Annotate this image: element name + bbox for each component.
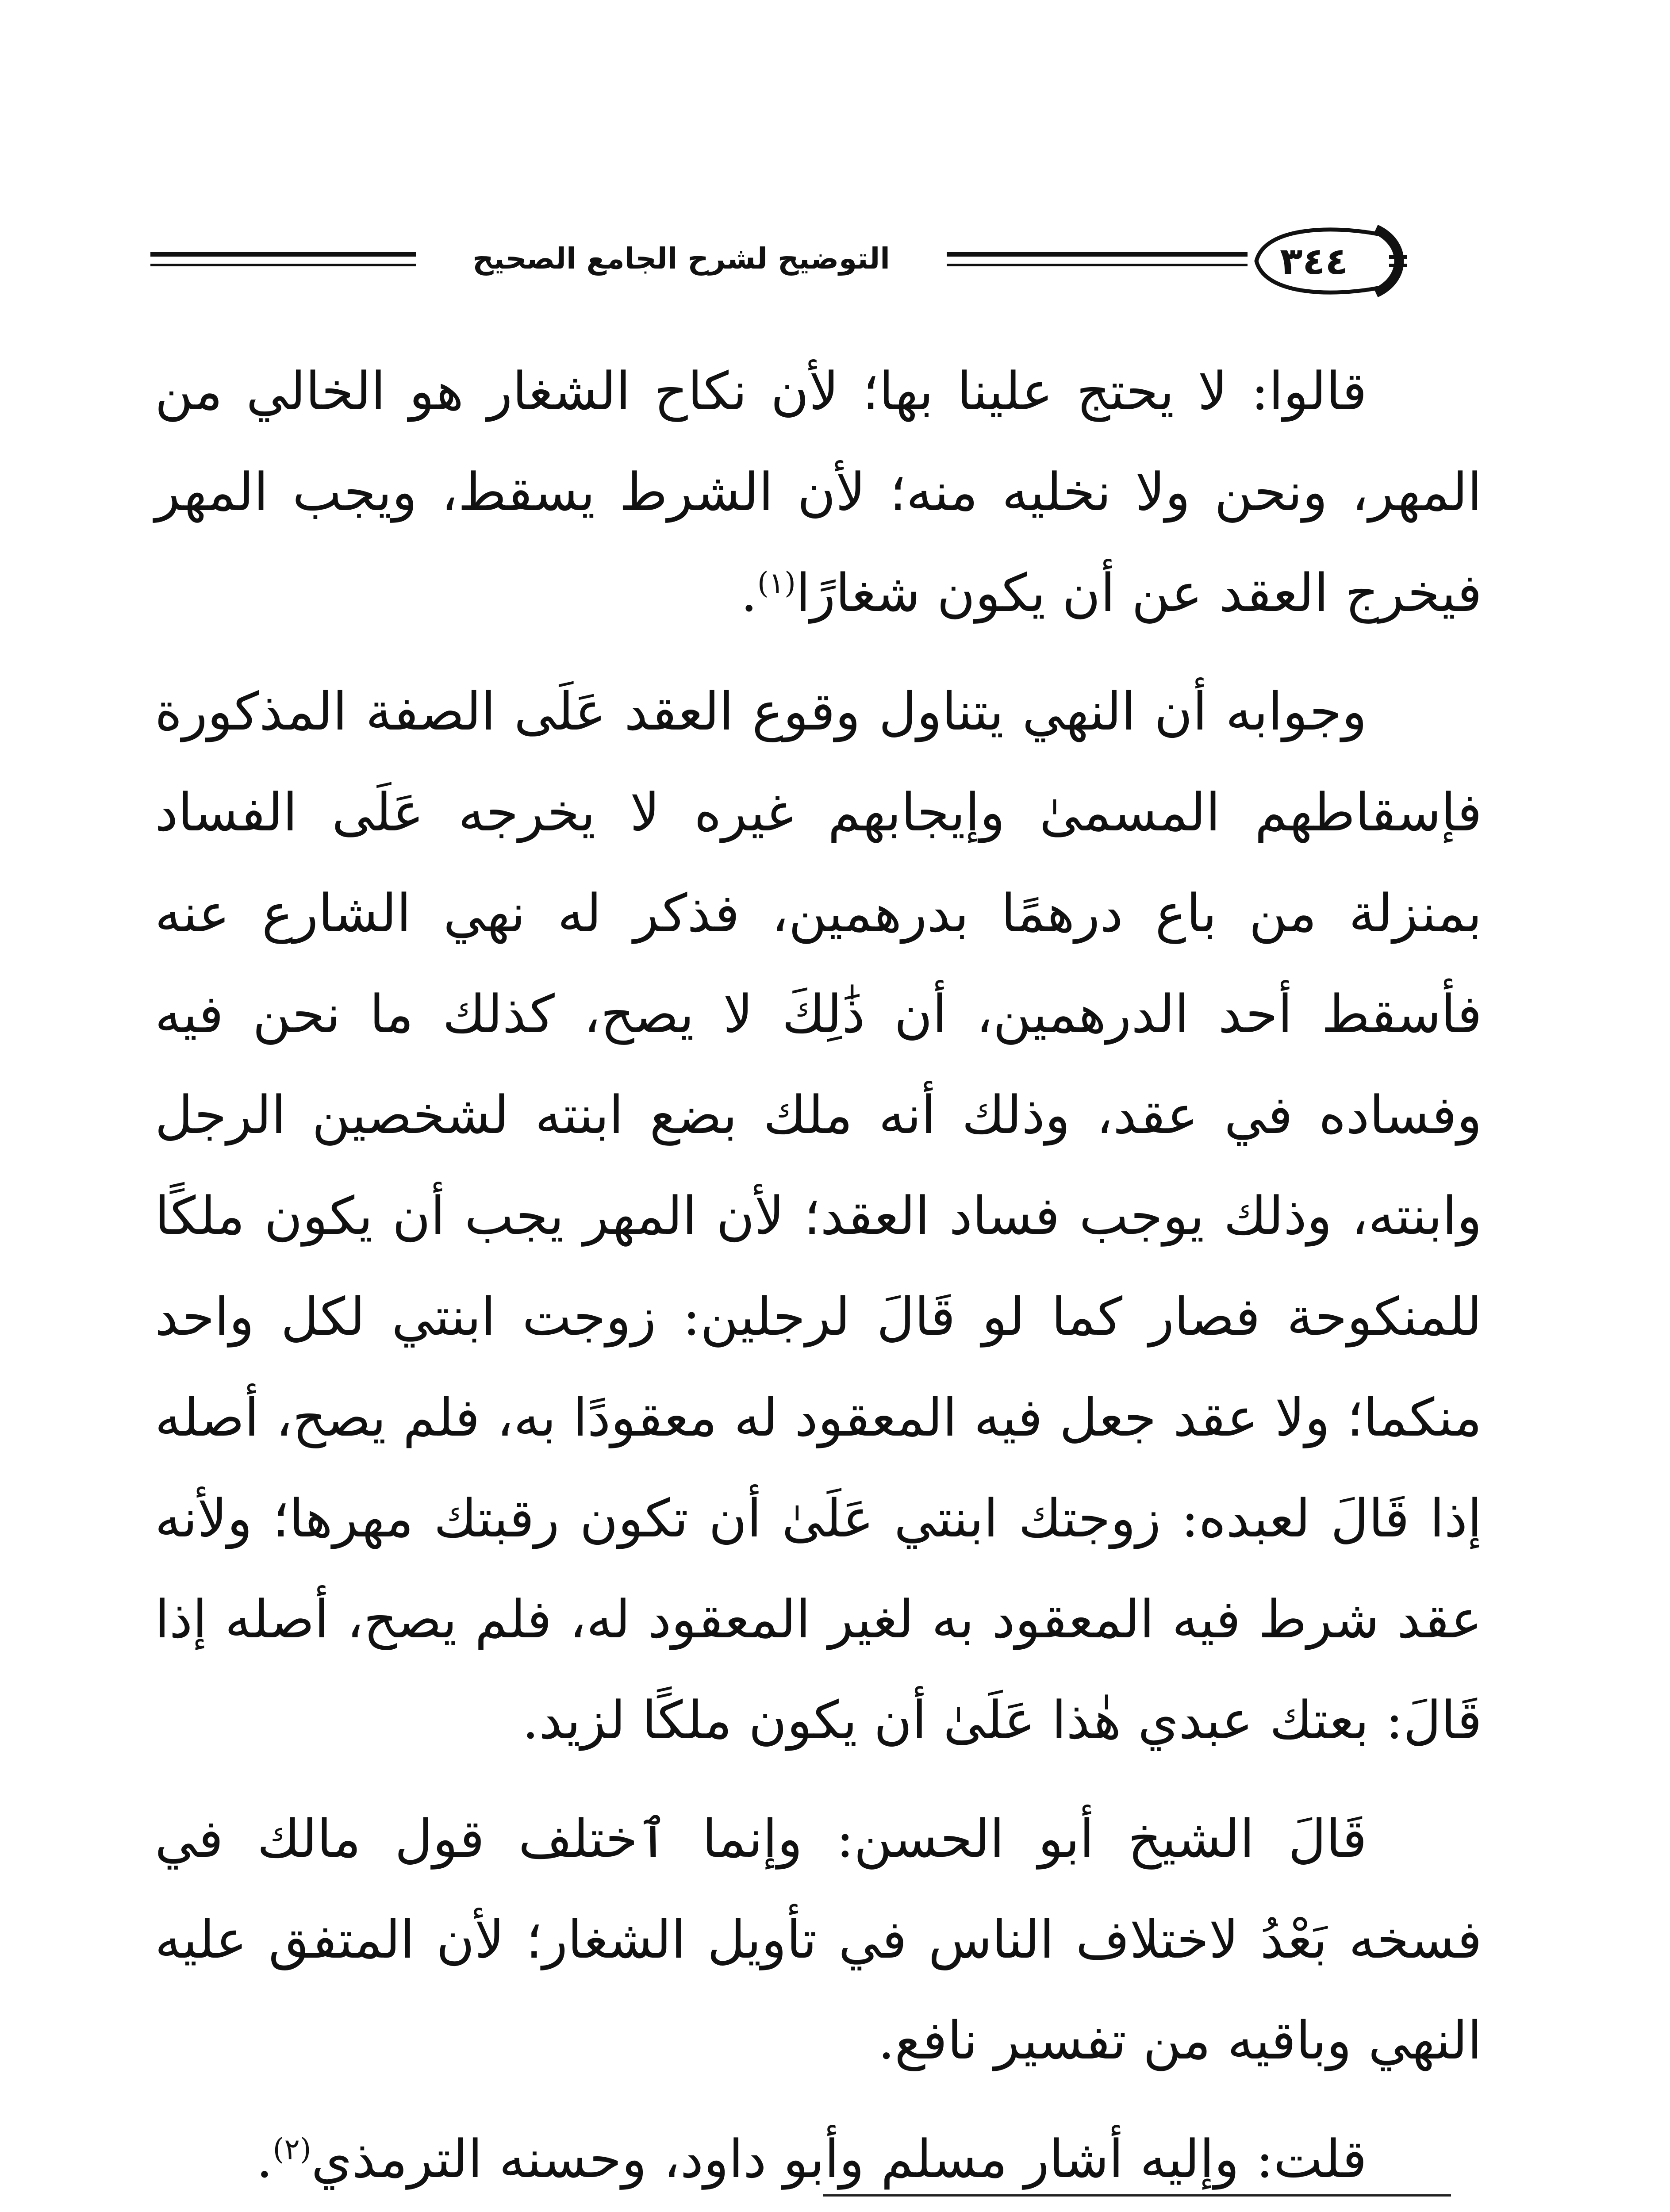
footnote-ref-1: (١): [757, 566, 796, 600]
paragraph-1: [155, 341, 1482, 643]
main-text: [155, 341, 1482, 2212]
paragraph-3: [155, 1788, 1482, 2091]
paragraph-2: [155, 661, 1482, 1770]
footnote-ref-2: (٢): [273, 2132, 311, 2166]
paragraph-4-tail: .: [256, 2128, 273, 2189]
paragraph-3-text: قَالَ الشيخ أبو الحسن: وإنما ٱختلف قول مالك في فسخه بَعْدُ لاختلاف الناس في تأويل الشغار؛ لأن المتفق عليه النهي وباقيه من تفسير نافع.: [155, 1808, 1482, 2071]
page-number: ٣٤٤: [1280, 239, 1348, 283]
running-title: التوضيح لشرح الجامع الصحيح: [472, 242, 890, 276]
header-rule-middle-bottom: [947, 264, 1248, 266]
paragraph-4-text: قلت: وإليه أشار مسلم وأبو داود، وحسنه الترمذي: [311, 2128, 1367, 2189]
header-rule-middle-top: [947, 252, 1248, 257]
footnote-divider: [823, 2194, 1451, 2197]
paragraph-2-text: وجوابه أن النهي يتناول وقوع العقد عَلَى الصفة المذكورة فإسقاطهم المسمىٰ وإيجابهم غيره لا يخرجه عَلَى الفساد بمنزلة من باع درهمًا بدرهمين، فذكر له نهي الشارع عنه فأسقط أحد الدرهمين، أن ذَٰلِكَ لا يصح، كذلك ما نحن فيه وفساده في عقد، وذلك أنه ملك بضع ابنته لشخصين الرجل وابنته، وذلك يوجب فساد العقد؛ لأن المهر يجب أن يكون ملكًا للمنكوحة فصار كما لو قَالَ لرجلين: زوجت ابنتي لكل واحد منكما؛ ولا عقد جعل فيه المعقود له معقودًا به، فلم يصح، أصله إذا قَالَ لعبده: زوجتك ابنتي عَلَىٰ أن تكون رقبتك مهرها؛ ولأنه عقد شرط فيه المعقود به لغير المعقود له، فلم يصح، أصله إذا قَالَ: بعتك عبدي هٰذا عَلَىٰ أن يكون ملكًا لزيد.: [155, 681, 1482, 1751]
paragraph-1-tail: .: [741, 562, 757, 623]
paragraph-1-text: قالوا: لا يحتج علينا بها؛ لأن نكاح الشغار هو الخالي من المهر، ونحن ولا نخليه منه؛ لأن الشرط يسقط، ويجب المهر فيخرج العقد عن أن يكون شغارًا: [155, 361, 1482, 623]
header-rule-left-top: [150, 252, 416, 257]
running-header: [150, 221, 1486, 310]
header-rule-left-bottom: [150, 264, 416, 266]
